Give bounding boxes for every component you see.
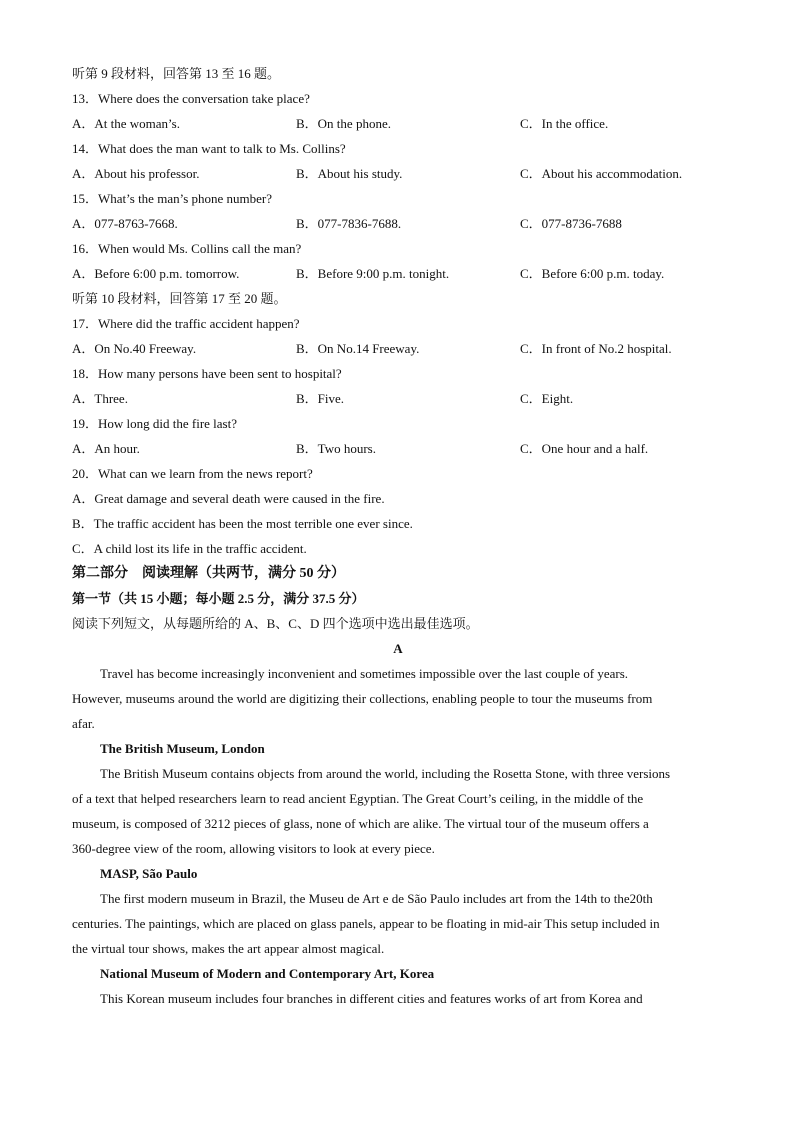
british-museum-line: museum, is composed of 3212 pieces of glass, none of which are alike. The virtual tour of the museum offers a bbox=[72, 816, 649, 831]
masp-paragraph bbox=[72, 886, 724, 961]
british-museum-line: The British Museum contains objects from around the world, including the Rosetta Stone, with three versions bbox=[100, 766, 671, 781]
passage-letter: A bbox=[393, 641, 403, 656]
question-13-option-b[interactable]: B．On the phone. bbox=[296, 116, 391, 131]
listening-section-9-header: 听第 9 段材料，回答第 13 至 16 题。 bbox=[72, 66, 281, 81]
question-16-options bbox=[72, 261, 724, 286]
question-16-option-b[interactable]: B．Before 9:00 p.m. tonight. bbox=[296, 266, 450, 281]
passage-intro-line: However, museums around the world are digitizing their collections, enabling people to tour the museums from bbox=[72, 691, 653, 706]
exam-page bbox=[72, 61, 724, 1011]
question-18-option-c[interactable]: C．Eight. bbox=[520, 391, 574, 406]
question-19-option-a[interactable]: A．An hour. bbox=[72, 441, 140, 456]
question-20-option-a[interactable]: A．Great damage and several death were caused in the fire. bbox=[72, 491, 385, 506]
question-16-option-a[interactable]: A．Before 6:00 p.m. tomorrow. bbox=[72, 266, 240, 281]
question-20-option-c[interactable]: C．A child lost its life in the traffic accident. bbox=[72, 541, 307, 556]
question-18-option-b[interactable]: B．Five. bbox=[296, 391, 345, 406]
reading-instruction: 阅读下列短文，从每题所给的 A、B、C、D 四个选项中选出最佳选项。 bbox=[72, 616, 479, 631]
masp-line: The first modern museum in Brazil, the Museu de Art e de São Paulo includes art from the 14th to the20th bbox=[100, 891, 653, 906]
british-museum-title: The British Museum, London bbox=[100, 741, 265, 756]
question-15-options bbox=[72, 211, 724, 236]
question-13-option-a[interactable]: A．At the woman’s. bbox=[72, 116, 180, 131]
passage-intro bbox=[72, 661, 724, 736]
question-18-options bbox=[72, 386, 724, 411]
question-16-option-c[interactable]: C．Before 6:00 p.m. today. bbox=[520, 266, 665, 281]
listening-section-10-header: 听第 10 段材料，回答第 17 至 20 题。 bbox=[72, 291, 287, 306]
question-17-option-a[interactable]: A．On No.40 Freeway. bbox=[72, 341, 197, 356]
question-14-stem: 14．What does the man want to talk to Ms. Collins? bbox=[72, 141, 346, 156]
question-20-option-b[interactable]: B．The traffic accident has been the most terrible one ever since. bbox=[72, 516, 413, 531]
masp-title: MASP, São Paulo bbox=[100, 866, 198, 881]
british-museum-line: 360-degree view of the room, allowing visitors to look at every piece. bbox=[72, 841, 435, 856]
question-15-stem: 15．What’s the man’s phone number? bbox=[72, 191, 273, 206]
question-15-option-c[interactable]: C．077-8736-7688 bbox=[520, 216, 622, 231]
masp-line: the virtual tour shows, makes the art appear almost magical. bbox=[72, 941, 385, 956]
korea-museum-paragraph bbox=[72, 986, 724, 1011]
question-16-stem: 16．When would Ms. Collins call the man? bbox=[72, 241, 302, 256]
question-13-stem: 13．Where does the conversation take place? bbox=[72, 91, 310, 106]
question-13-option-c[interactable]: C．In the office. bbox=[520, 116, 609, 131]
question-17-option-c[interactable]: C．In front of No.2 hospital. bbox=[520, 341, 672, 356]
question-14-option-b[interactable]: B．About his study. bbox=[296, 166, 403, 181]
question-18-option-a[interactable]: A．Three. bbox=[72, 391, 128, 406]
question-17-stem: 17．Where did the traffic accident happen? bbox=[72, 316, 300, 331]
question-19-option-b[interactable]: B．Two hours. bbox=[296, 441, 376, 456]
section-1-title: 第一节（共 15 小题；每小题 2.5 分，满分 37.5 分） bbox=[72, 591, 365, 606]
question-14-options bbox=[72, 161, 724, 186]
question-15-option-a[interactable]: A．077-8763-7668. bbox=[72, 216, 178, 231]
question-15-option-b[interactable]: B．077-7836-7688. bbox=[296, 216, 402, 231]
british-museum-line: of a text that helped researchers learn to read ancient Egyptian. The Great Court’s ceiling, in the middle of the bbox=[72, 791, 644, 806]
question-19-options bbox=[72, 436, 724, 461]
part-2-title: 第二部分 阅读理解（共两节，满分 50 分） bbox=[72, 566, 345, 581]
question-14-option-a[interactable]: A．About his professor. bbox=[72, 166, 200, 181]
question-13-options bbox=[72, 111, 724, 136]
question-18-stem: 18．How many persons have been sent to hospital? bbox=[72, 366, 342, 381]
question-19-stem: 19．How long did the fire last? bbox=[72, 416, 237, 431]
korea-museum-line: This Korean museum includes four branches in different cities and features works of art from Korea and bbox=[100, 991, 643, 1006]
question-17-options bbox=[72, 336, 724, 361]
british-museum-paragraph bbox=[72, 761, 724, 861]
korea-museum-title: National Museum of Modern and Contemporary Art, Korea bbox=[100, 966, 435, 981]
masp-line: centuries. The paintings, which are placed on glass panels, appear to be floating in mid-air This setup included in bbox=[72, 916, 660, 931]
question-14-option-c[interactable]: C．About his accommodation. bbox=[520, 166, 683, 181]
passage-intro-line: afar. bbox=[72, 716, 95, 731]
question-19-option-c[interactable]: C．One hour and a half. bbox=[520, 441, 649, 456]
question-20-stem: 20．What can we learn from the news report? bbox=[72, 466, 313, 481]
question-17-option-b[interactable]: B．On No.14 Freeway. bbox=[296, 341, 420, 356]
passage-intro-line: Travel has become increasingly inconvenient and sometimes impossible over the last couple of years. bbox=[100, 666, 629, 681]
